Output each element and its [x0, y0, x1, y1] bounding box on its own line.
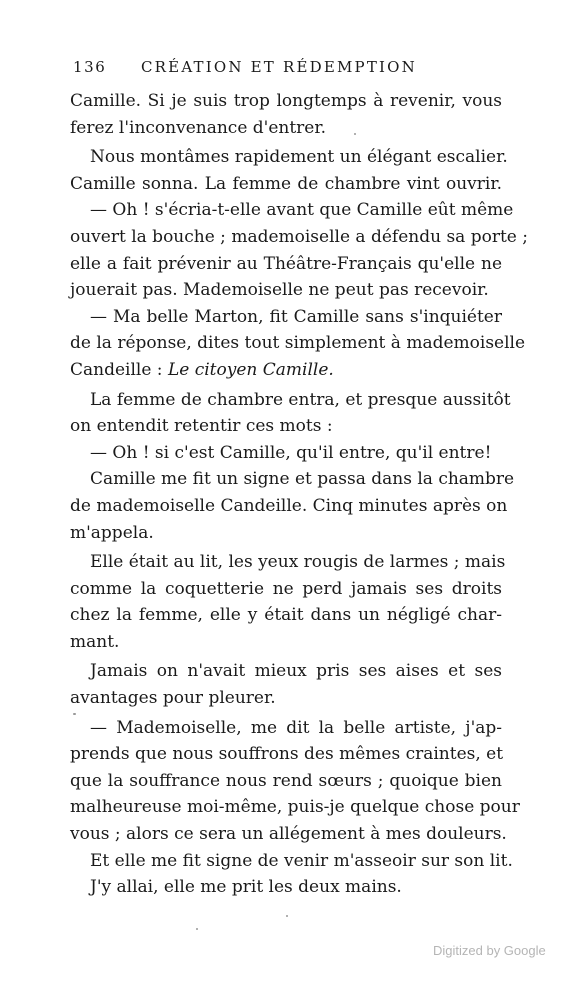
- text-line: elle a fait prévenir au Théâtre-Français qu'elle ne: [70, 253, 502, 274]
- speaker-name: Candeille :: [70, 359, 163, 380]
- paper-speck: [196, 928, 198, 930]
- text-line: — Ma belle Marton, fit Camille sans s'inquiéter: [90, 306, 502, 327]
- text-line: Et elle me fit signe de venir m'asseoir sur son lit.: [90, 850, 513, 871]
- digitization-watermark: Digitized by Google: [433, 943, 546, 958]
- text-line: vous ; alors ce sera un allégement à mes douleurs.: [70, 824, 507, 845]
- text-line: avantages pour pleurer.: [70, 688, 276, 709]
- text-line: J'y allai, elle me prit les deux mains.: [90, 877, 402, 898]
- text-line: malheureuse moi-même, puis-je quelque chose pour: [70, 797, 520, 818]
- body-text: [70, 88, 528, 901]
- text-line: Camille. Si je suis trop longtemps à revenir, vous: [70, 91, 502, 111]
- text-line: de mademoiselle Candeille. Cinq minutes après on: [70, 495, 508, 516]
- italic-quote: Le citoyen Camille.: [167, 359, 334, 380]
- text-line: Camille sonna. La femme de chambre vint ouvrir.: [70, 173, 502, 194]
- text-line: Nous montâmes rapidement un élégant escalier.: [90, 147, 508, 168]
- text-line: — Oh ! si c'est Camille, qu'il entre, qu'il entre!: [90, 442, 492, 463]
- text-line: de la réponse, dites tout simplement à mademoiselle: [70, 333, 526, 354]
- paper-speck: [354, 133, 356, 135]
- text-line: m'appela.: [70, 522, 154, 543]
- text-line: comme la coquetterie ne perd jamais ses droits: [70, 578, 502, 599]
- text-line: — Oh ! s'écria-t-elle avant que Camille eût même: [90, 200, 514, 221]
- text-line: La femme de chambre entra, et presque aussitôt: [90, 389, 511, 410]
- text-line: Jamais on n'avait mieux pris ses aises et ses: [90, 661, 502, 682]
- text-line: jouerait pas. Mademoiselle ne peut pas recevoir.: [70, 280, 489, 301]
- text-line: on entendit retentir ces mots :: [70, 416, 333, 437]
- text-line: Elle était au lit, les yeux rougis de larmes ; mais: [90, 552, 506, 573]
- text-line: mant.: [70, 631, 120, 652]
- text-line: — Mademoiselle, me dit la belle artiste, j'ap-: [90, 717, 502, 738]
- page-header: [73, 58, 513, 80]
- paper-speck: [73, 713, 76, 715]
- text-line: Camille me fit un signe et passa dans la chambre: [90, 469, 515, 490]
- paper-speck: [286, 915, 288, 917]
- text-line: [70, 357, 502, 384]
- text-line: prends que nous souffrons des mêmes craintes, et: [70, 744, 504, 765]
- running-title: CRÉATION ET RÉDEMPTION: [141, 58, 418, 76]
- text-line: ferez l'inconvenance d'entrer.: [70, 117, 327, 138]
- text-line: chez la femme, elle y était dans un négligé char-: [70, 605, 502, 626]
- text-line: ouvert la bouche ; mademoiselle a défendu sa porte ;: [70, 226, 528, 247]
- page-number: 136: [73, 58, 107, 76]
- text-line: que la souffrance nous rend sœurs ; quoique bien: [70, 770, 502, 791]
